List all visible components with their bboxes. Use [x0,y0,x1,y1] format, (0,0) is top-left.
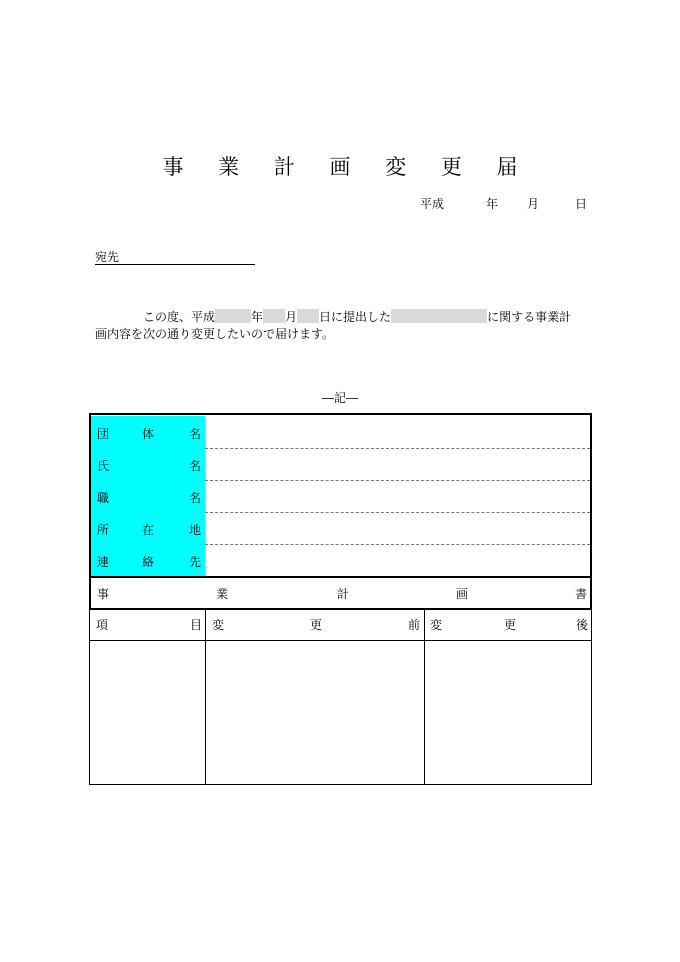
label-char: 団 [97,427,110,441]
addressee-field[interactable] [95,248,255,265]
info-row-address [91,512,590,544]
label-char: 名 [189,459,202,473]
plan-header-char: 書 [575,587,588,601]
label-name [91,448,205,480]
subject-blank[interactable] [391,309,487,323]
job-title-value[interactable] [205,480,590,512]
after-cell[interactable] [425,641,591,784]
body-text-3: に関する事業計 [487,310,572,324]
label-char: 名 [189,427,202,441]
change-table [89,610,592,785]
before-cell[interactable] [206,641,424,784]
label-char: 氏 [97,459,110,473]
header-item-char: 目 [190,618,203,632]
info-row-title [91,480,590,512]
plan-header-row [91,578,590,610]
header-after-char: 更 [504,618,517,632]
label-contact [91,544,205,576]
label-char: 名 [189,491,202,505]
item-cell[interactable] [90,641,205,784]
body-text-1: この度、平成 [143,310,216,324]
body-text-line2: 画内容を次の通り変更したいので届けます。 [95,327,335,341]
label-char: 先 [189,555,202,569]
month-blank[interactable] [263,309,285,323]
label-organization [91,416,205,448]
body-year-unit: 年 [251,310,264,324]
label-address [91,512,205,544]
header-before-char: 更 [310,618,323,632]
label-char: 職 [97,491,110,505]
contact-value[interactable] [205,544,590,576]
plan-header-char: 業 [216,587,229,601]
label-char: 在 [142,523,155,537]
date-month[interactable]: 月 [527,197,540,211]
plan-header-char: 事 [97,587,110,601]
name-value[interactable] [205,448,590,480]
header-before-char: 前 [408,618,421,632]
info-row-contact [91,544,590,576]
label-char: 絡 [142,555,155,569]
label-char: 地 [189,523,202,537]
header-after-char: 後 [576,618,589,632]
address-value[interactable] [205,512,590,544]
date-era: 平成 [420,197,445,211]
ki-heading: ―記― [321,391,358,405]
plan-header-char: 画 [456,587,469,601]
info-row-name [91,448,590,480]
date-day[interactable]: 日 [575,197,588,211]
year-blank[interactable] [215,309,251,323]
label-char: 連 [97,555,110,569]
day-blank[interactable] [297,309,319,323]
date-year[interactable]: 年 [486,197,499,211]
addressee-label: 宛先 [95,250,120,264]
info-row-organization [91,416,590,448]
body-text-2: 日に提出した [319,310,392,324]
document-title: 事 業 計 画 変 更 届 [162,155,532,179]
body-paragraph [95,309,590,343]
header-before-char: 変 [212,618,225,632]
label-char: 体 [142,427,155,441]
organization-value[interactable] [205,416,590,448]
plan-header-char: 計 [337,587,350,601]
header-item-char: 項 [96,618,109,632]
applicant-table [89,413,592,610]
label-char: 所 [97,523,110,537]
body-month-unit: 月 [285,310,298,324]
header-after-char: 変 [430,618,443,632]
label-job-title [91,480,205,512]
